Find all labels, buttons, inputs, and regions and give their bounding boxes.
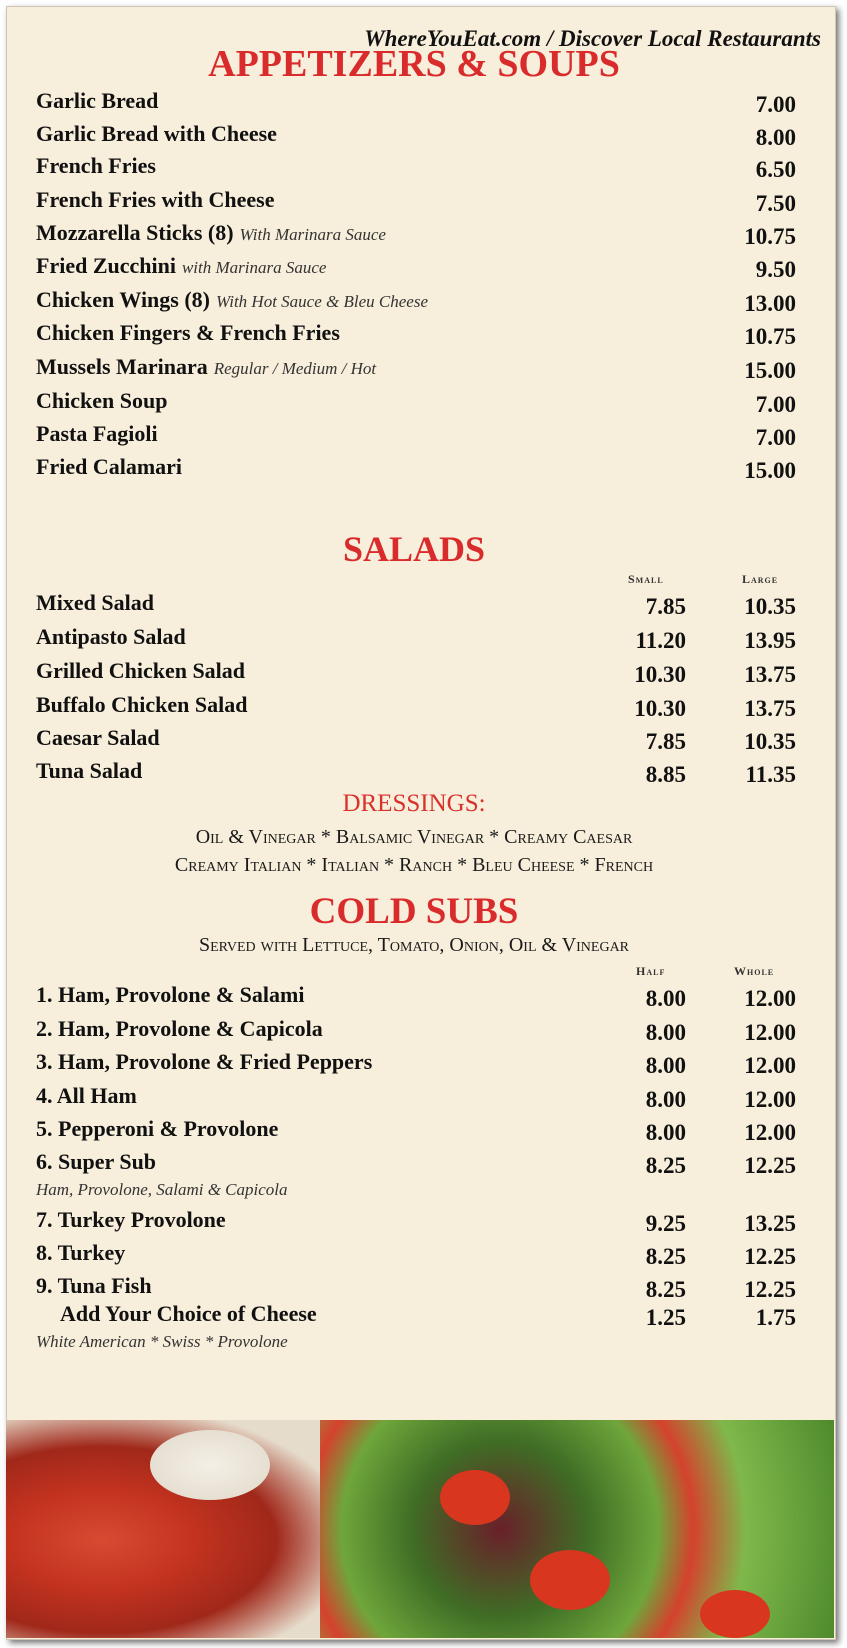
menu-item: 2. Ham, Provolone & Capicola 8.00 12.00 — [36, 1016, 796, 1045]
tomato-image — [440, 1470, 510, 1525]
appetizers-title: APPETIZERS & SOUPS — [208, 43, 620, 85]
menu-item: Mussels Marinara Regular / Medium / Hot 15.00 — [36, 354, 796, 383]
menu-item: 9. Tuna Fish 8.25 12.25 — [36, 1273, 796, 1302]
menu-item: Tuna Salad 8.85 11.35 — [36, 758, 796, 787]
dressings-line-2: Creamy Italian * Italian * Ranch * Bleu Cheese * French — [174, 854, 654, 876]
col-header-small: Small — [628, 572, 664, 586]
super-sub-note: Ham, Provolone, Salami & Capicola — [36, 1180, 288, 1199]
menu-item: French Fries with Cheese 7.50 — [36, 187, 796, 216]
dressings-line-1: Oil & Vinegar * Balsamic Vinegar * Creamy Caesar — [195, 826, 633, 848]
menu-item-add-cheese: Add Your Choice of Cheese 1.25 1.75 — [60, 1301, 796, 1330]
menu-item: Mixed Salad 7.85 10.35 — [36, 590, 796, 619]
menu-item: 3. Ham, Provolone & Fried Peppers 8.00 12.00 — [36, 1049, 796, 1078]
menu-item: 6. Super Sub 8.25 12.25 — [36, 1149, 796, 1178]
dipping-cup-image — [150, 1430, 270, 1500]
menu-item: Garlic Bread 7.00 — [36, 88, 796, 117]
menu-item: 8. Turkey 8.25 12.25 — [36, 1240, 796, 1269]
col-header-half: Half — [636, 964, 666, 978]
watermark: WhereYouEat.com / Discover Local Restaurants — [364, 26, 821, 51]
tomato-image — [530, 1550, 610, 1610]
cheese-note: White American * Swiss * Provolone — [36, 1332, 288, 1351]
dressings-title: DRESSINGS: — [342, 790, 486, 817]
menu-item: Garlic Bread with Cheese 8.00 — [36, 121, 796, 150]
menu-item: Pasta Fagioli 7.00 — [36, 421, 796, 450]
salads-title: SALADS — [342, 529, 486, 569]
cold-subs-title: COLD SUBS — [309, 891, 519, 932]
menu-item: Buffalo Chicken Salad 10.30 13.75 — [36, 692, 796, 721]
menu-item: Chicken Fingers & French Fries 10.75 — [36, 320, 796, 349]
menu-item: 5. Pepperoni & Provolone 8.00 12.00 — [36, 1116, 796, 1145]
menu-item: Chicken Wings (8) With Hot Sauce & Bleu Cheese 13.00 — [36, 287, 796, 316]
menu-item: Antipasto Salad 11.20 13.95 — [36, 624, 796, 653]
col-header-large: Large — [742, 572, 779, 586]
menu-item: Caesar Salad 7.85 10.35 — [36, 725, 796, 754]
cold-subs-subtitle: Served with Lettuce, Tomato, Onion, Oil & Vinegar — [198, 934, 630, 956]
menu-item: Fried Zucchini with Marinara Sauce 9.50 — [36, 253, 796, 282]
menu-item: 1. Ham, Provolone & Salami 8.00 12.00 — [36, 982, 796, 1011]
menu-item: Chicken Soup 7.00 — [36, 388, 796, 417]
menu-item: 4. All Ham 8.00 12.00 — [36, 1083, 796, 1112]
menu-item: Grilled Chicken Salad 10.30 13.75 — [36, 658, 796, 687]
menu-item: French Fries 6.50 — [36, 153, 796, 182]
col-header-whole: Whole — [734, 964, 775, 978]
menu-item: 7. Turkey Provolone 9.25 13.25 — [36, 1207, 796, 1236]
menu-item: Fried Calamari 15.00 — [36, 454, 796, 483]
menu-item: Mozzarella Sticks (8) With Marinara Sauce 10.75 — [36, 220, 796, 249]
tomato-image — [700, 1590, 770, 1638]
